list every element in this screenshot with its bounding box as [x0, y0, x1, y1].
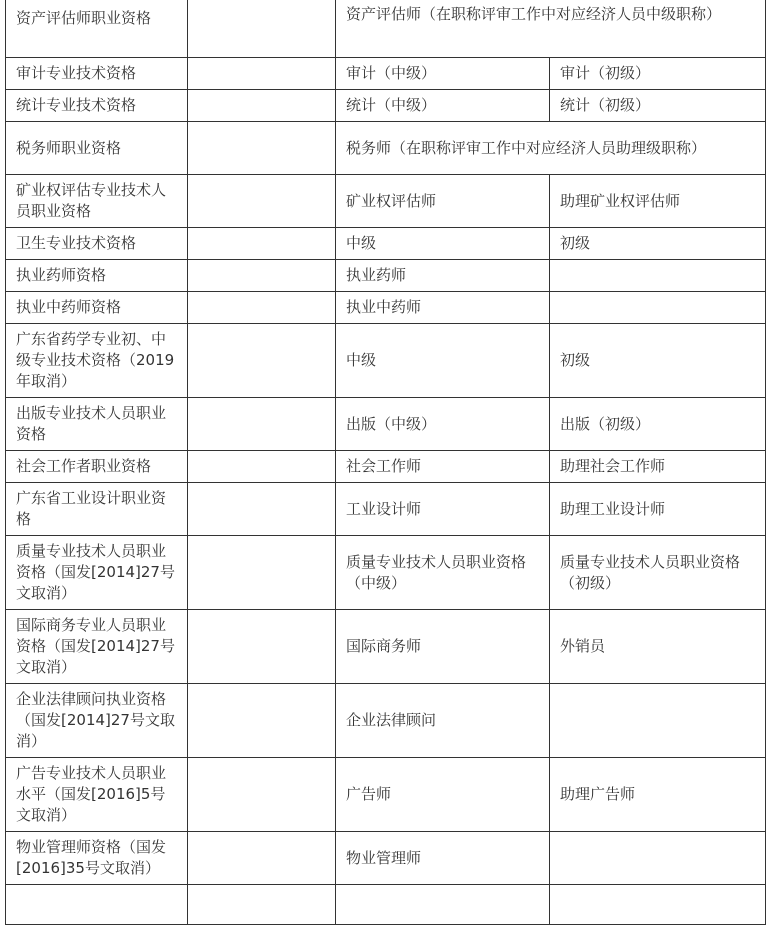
table-row — [6, 832, 766, 885]
junior-level-cell: 质量专业技术人员职业资格（初级） — [550, 536, 766, 610]
table-row — [6, 175, 766, 228]
table-row — [6, 684, 766, 758]
qualification-cell: 广告专业技术人员职业水平（国发[2016]5号文取消） — [6, 758, 188, 832]
qualification-cell: 国际商务专业人员职业资格（国发[2014]27号文取消） — [6, 610, 188, 684]
table-row — [6, 483, 766, 536]
table-row — [6, 885, 766, 925]
table-row — [6, 758, 766, 832]
table-body — [6, 0, 766, 925]
empty-cell — [188, 58, 336, 90]
qualification-cell: 卫生专业技术资格 — [6, 228, 188, 260]
table-row — [6, 58, 766, 90]
junior-level-cell — [550, 292, 766, 324]
qualification-cell: 税务师职业资格 — [6, 122, 188, 175]
empty-cell — [188, 398, 336, 451]
qualification-cell: 资产评估师职业资格 — [6, 0, 188, 58]
junior-level-cell: 助理工业设计师 — [550, 483, 766, 536]
qualification-cell: 矿业权评估专业技术人员职业资格 — [6, 175, 188, 228]
mid-level-cell: 企业法律顾问 — [336, 684, 550, 758]
table-row — [6, 451, 766, 483]
level-span-cell: 税务师（在职称评审工作中对应经济人员助理级职称） — [336, 122, 766, 175]
table-row — [6, 260, 766, 292]
qualification-cell: 出版专业技术人员职业资格 — [6, 398, 188, 451]
junior-level-cell — [550, 832, 766, 885]
qualification-cell: 执业中药师资格 — [6, 292, 188, 324]
mid-level-cell: 执业中药师 — [336, 292, 550, 324]
empty-cell — [188, 483, 336, 536]
table-row — [6, 536, 766, 610]
empty-cell — [6, 885, 188, 925]
qualification-table-wrapper — [5, 0, 765, 925]
mid-level-cell: 国际商务师 — [336, 610, 550, 684]
empty-cell — [336, 885, 550, 925]
empty-cell — [188, 885, 336, 925]
mid-level-cell: 广告师 — [336, 758, 550, 832]
junior-level-cell: 统计（初级） — [550, 90, 766, 122]
mid-level-cell: 中级 — [336, 324, 550, 398]
empty-cell — [188, 832, 336, 885]
mid-level-cell: 出版（中级） — [336, 398, 550, 451]
qualification-cell: 执业药师资格 — [6, 260, 188, 292]
table-row — [6, 292, 766, 324]
empty-cell — [550, 885, 766, 925]
mid-level-cell: 工业设计师 — [336, 483, 550, 536]
empty-cell — [188, 228, 336, 260]
qualification-cell: 审计专业技术资格 — [6, 58, 188, 90]
junior-level-cell: 外销员 — [550, 610, 766, 684]
mid-level-cell: 社会工作师 — [336, 451, 550, 483]
table-row — [6, 0, 766, 58]
empty-cell — [188, 90, 336, 122]
empty-cell — [188, 684, 336, 758]
junior-level-cell — [550, 684, 766, 758]
empty-cell — [188, 536, 336, 610]
mid-level-cell: 执业药师 — [336, 260, 550, 292]
empty-cell — [188, 324, 336, 398]
qualification-table — [5, 0, 766, 925]
junior-level-cell: 初级 — [550, 324, 766, 398]
empty-cell — [188, 175, 336, 228]
junior-level-cell: 助理矿业权评估师 — [550, 175, 766, 228]
empty-cell — [188, 0, 336, 58]
empty-cell — [188, 610, 336, 684]
level-span-cell: 资产评估师（在职称评审工作中对应经济人员中级职称） — [336, 0, 766, 58]
mid-level-cell: 物业管理师 — [336, 832, 550, 885]
table-row — [6, 398, 766, 451]
mid-level-cell: 中级 — [336, 228, 550, 260]
table-row — [6, 610, 766, 684]
qualification-cell: 物业管理师资格（国发[2016]35号文取消） — [6, 832, 188, 885]
empty-cell — [188, 451, 336, 483]
junior-level-cell: 初级 — [550, 228, 766, 260]
mid-level-cell: 统计（中级） — [336, 90, 550, 122]
qualification-cell: 质量专业技术人员职业资格（国发[2014]27号文取消） — [6, 536, 188, 610]
qualification-cell: 统计专业技术资格 — [6, 90, 188, 122]
mid-level-cell: 矿业权评估师 — [336, 175, 550, 228]
empty-cell — [188, 122, 336, 175]
junior-level-cell — [550, 260, 766, 292]
qualification-cell: 广东省药学专业初、中级专业技术资格（2019年取消） — [6, 324, 188, 398]
table-row — [6, 324, 766, 398]
mid-level-cell: 质量专业技术人员职业资格（中级） — [336, 536, 550, 610]
qualification-cell: 广东省工业设计职业资格 — [6, 483, 188, 536]
qualification-cell: 社会工作者职业资格 — [6, 451, 188, 483]
table-row — [6, 228, 766, 260]
table-row — [6, 90, 766, 122]
junior-level-cell: 助理广告师 — [550, 758, 766, 832]
junior-level-cell: 审计（初级） — [550, 58, 766, 90]
empty-cell — [188, 758, 336, 832]
junior-level-cell: 助理社会工作师 — [550, 451, 766, 483]
mid-level-cell: 审计（中级） — [336, 58, 550, 90]
empty-cell — [188, 260, 336, 292]
empty-cell — [188, 292, 336, 324]
table-row — [6, 122, 766, 175]
qualification-cell: 企业法律顾问执业资格（国发[2014]27号文取消） — [6, 684, 188, 758]
junior-level-cell: 出版（初级） — [550, 398, 766, 451]
